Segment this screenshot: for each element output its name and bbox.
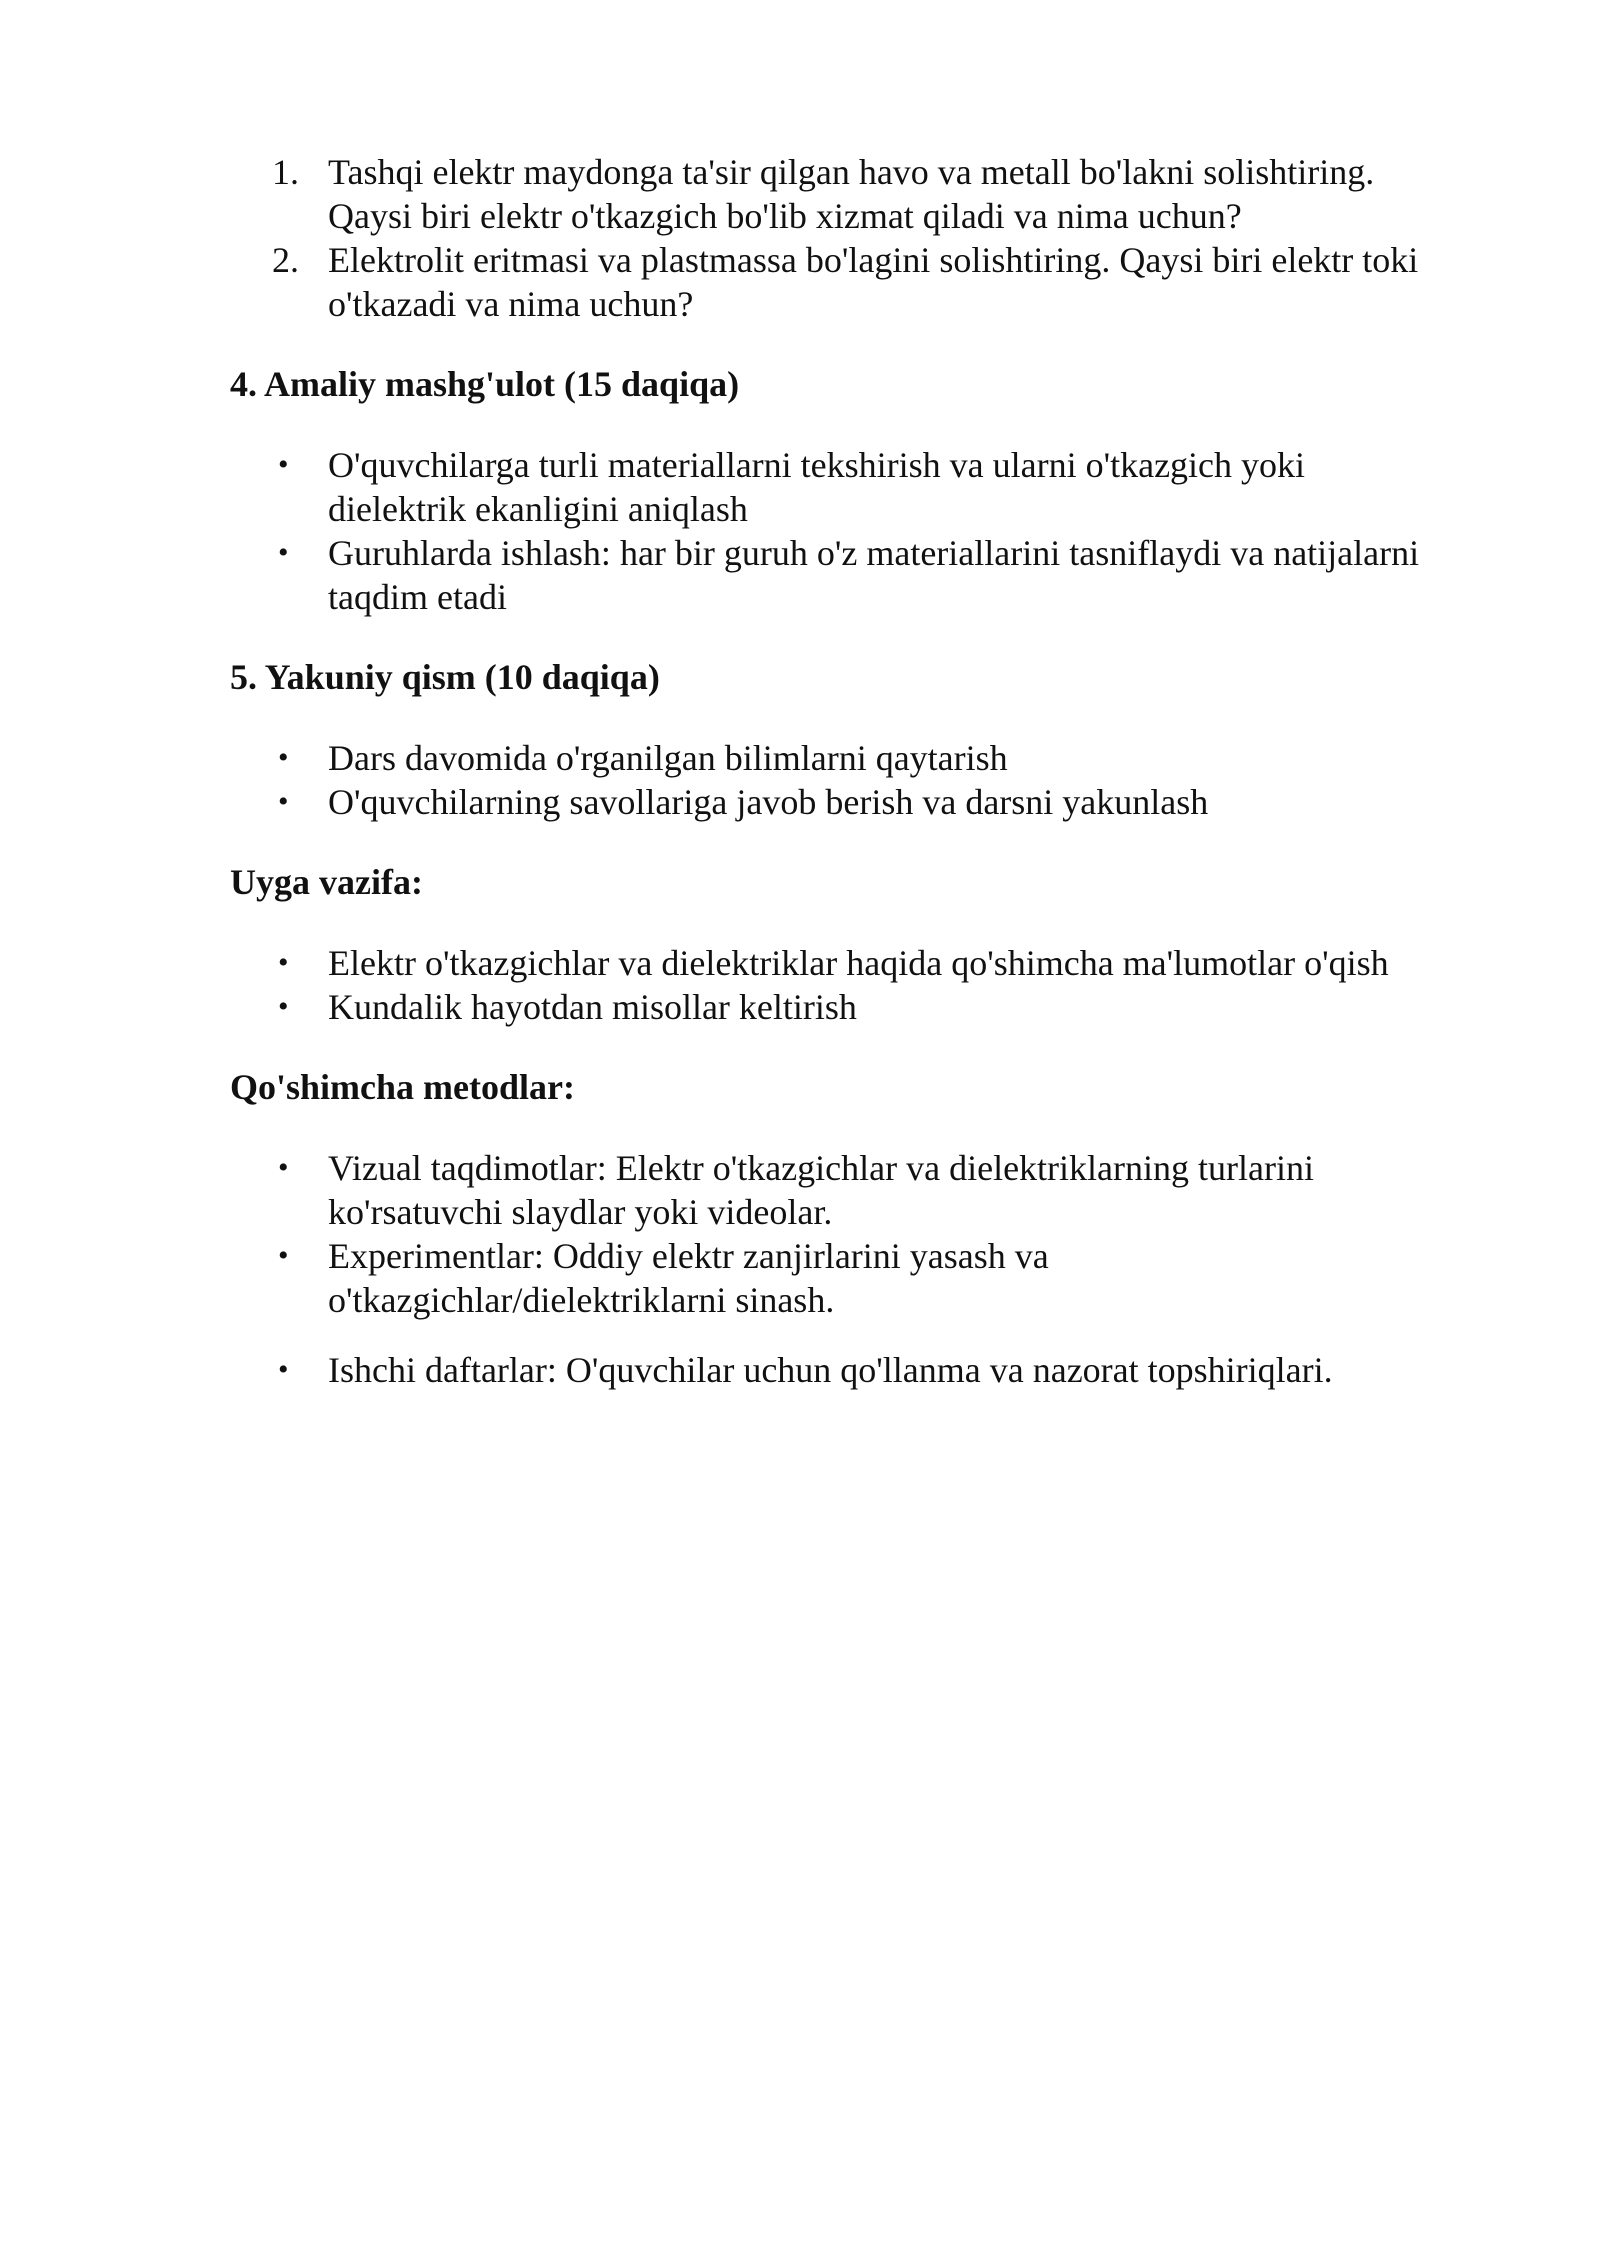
text-line: Elektrolit eritmasi va plastmassa bo'lagini solishtiring. Qaysi biri elektr toki xyxy=(328,240,1419,280)
text-line: o'tkazadi va nima uchun? xyxy=(328,284,694,324)
list-item xyxy=(230,1348,1490,1392)
list-item xyxy=(230,1146,1490,1234)
list-number: 2. xyxy=(272,240,299,280)
text-line: o'tkazgichlar/dielektriklarni sinash. xyxy=(328,1280,835,1320)
text-line: Qaysi biri elektr o'tkazgich bo'lib xizmat qiladi va nima uchun? xyxy=(328,196,1242,236)
text-line: Elektr o'tkazgichlar va dielektriklar haqida qo'shimcha ma'lumotlar o'qish xyxy=(328,943,1389,983)
section-heading-methods: Qo'shimcha metodlar: xyxy=(230,1067,575,1107)
text-line: Tashqi elektr maydonga ta'sir qilgan havo va metall bo'lakni solishtiring. xyxy=(328,152,1375,192)
bullet-icon: • xyxy=(278,536,289,569)
list-number: 1. xyxy=(272,152,299,192)
list-item xyxy=(230,238,1490,326)
methods-list-continued xyxy=(230,1348,1490,1392)
list-item xyxy=(230,1234,1490,1322)
text-line: Experimentlar: Oddiy elektr zanjirlarini yasash va xyxy=(328,1236,1049,1276)
text-line: O'quvchilarga turli materiallarni tekshirish va ularni o'tkazgich yoki xyxy=(328,445,1306,485)
bullet-icon: • xyxy=(278,448,289,481)
text-line: dielektrik ekanligini aniqlash xyxy=(328,489,748,529)
document-content xyxy=(230,150,1490,1392)
text-line: Kundalik hayotdan misollar keltirish xyxy=(328,987,857,1027)
text-line: Dars davomida o'rganilgan bilimlarni qaytarish xyxy=(328,738,1008,778)
final-list xyxy=(230,736,1490,824)
bullet-icon: • xyxy=(278,990,289,1023)
methods-list xyxy=(230,1146,1490,1322)
homework-list xyxy=(230,941,1490,1029)
text-line: Ishchi daftarlar: O'quvchilar uchun qo'llanma va nazorat topshiriqlari. xyxy=(328,1350,1333,1390)
list-item xyxy=(230,941,1490,985)
text-line: Vizual taqdimotlar: Elektr o'tkazgichlar va dielektriklarning turlarini xyxy=(328,1148,1314,1188)
text-line: Guruhlarda ishlash: har bir guruh o'z materiallarini tasniflaydi va natijalarni xyxy=(328,533,1420,573)
bullet-icon: • xyxy=(278,1151,289,1184)
practical-list xyxy=(230,443,1490,619)
section-heading-homework: Uyga vazifa: xyxy=(230,862,423,902)
bullet-icon: • xyxy=(278,741,289,774)
section-heading-final: 5. Yakuniy qism (10 daqiqa) xyxy=(230,657,660,697)
list-item xyxy=(230,985,1490,1029)
paragraph-gap xyxy=(230,1322,1490,1348)
bullet-icon: • xyxy=(278,1239,289,1272)
list-item xyxy=(230,150,1490,238)
text-line: O'quvchilarning savollariga javob berish va darsni yakunlash xyxy=(328,782,1209,822)
list-item xyxy=(230,780,1490,824)
bullet-icon: • xyxy=(278,1353,289,1386)
text-line: ko'rsatuvchi slaydlar yoki videolar. xyxy=(328,1192,833,1232)
text-line: taqdim etadi xyxy=(328,577,507,617)
comparison-questions-list xyxy=(230,150,1490,326)
list-item xyxy=(230,736,1490,780)
list-item xyxy=(230,443,1490,531)
section-heading-practical: 4. Amaliy mashg'ulot (15 daqiqa) xyxy=(230,364,740,404)
list-item xyxy=(230,531,1490,619)
bullet-icon: • xyxy=(278,785,289,818)
bullet-icon: • xyxy=(278,946,289,979)
